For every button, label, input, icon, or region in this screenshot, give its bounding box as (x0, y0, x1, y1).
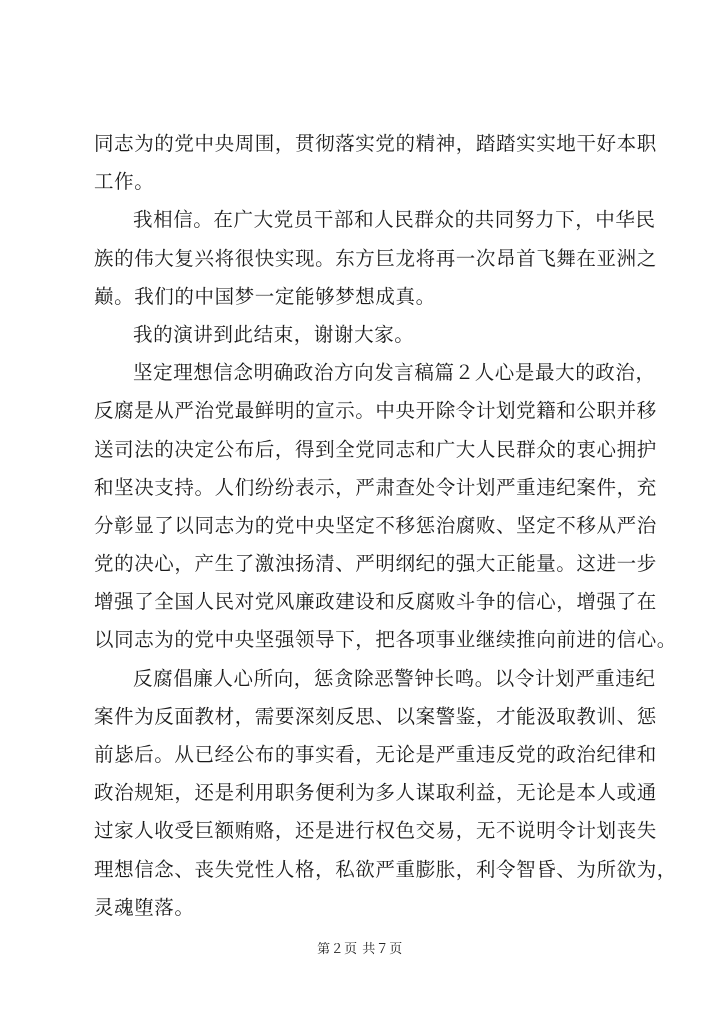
text-line: 增强了全国人民对党风廉政建设和反腐败斗争的信心，增强了在 (94, 590, 657, 614)
text-line: 我相信。在广大党员干部和人民群众的共同努力下，中华民 (133, 208, 656, 232)
text-line: 工作。 (94, 170, 155, 194)
text-line: 理想信念、丧失党性人格，私欲严重膨胀，利令智昏、为所欲为， (94, 857, 677, 881)
text-line: 坚定理想信念明确政治方向发言稿篇２人心是最大的政治， (133, 361, 656, 385)
text-line: 和坚决支持。人们纷纷表示，严肃查处令计划严重违纪案件，充 (94, 475, 657, 499)
text-line: 灵魂堕落。 (94, 895, 195, 919)
body-text (94, 125, 677, 927)
text-line: 过家人收受巨额贿赂，还是进行权色交易，无不说明令计划丧失 (94, 819, 657, 843)
text-line: 分彰显了以同志为的党中央坚定不移惩治腐败、坚定不移从严治 (94, 513, 657, 537)
text-line: 政治规矩，还是利用职务便利为多人谋取利益，无论是本人或通 (94, 781, 657, 805)
text-line: 同志为的党中央周围，贯彻落实党的精神，踏踏实实地干好本职 (94, 132, 657, 155)
page-number-footer: 第２页 共７页 (317, 942, 403, 957)
text-line: 族的伟大复兴将很快实现。东方巨龙将再一次昂首飞舞在亚洲之 (94, 246, 657, 270)
text-line: 我的演讲到此结束，谢谢大家。 (133, 322, 415, 346)
text-line: 反腐是从严治党最鲜明的宣示。中央开除令计划党籍和公职并移 (94, 399, 657, 423)
text-line: 党的决心，产生了激浊扬清、严明纲纪的强大正能量。这进一步 (94, 552, 657, 576)
text-line: 案件为反面教材，需要深刻反思、以案警鉴，才能汲取教训、惩 (94, 704, 657, 728)
text-line: 巅。我们的中国梦一定能够梦想成真。 (94, 284, 436, 308)
text-line: 送司法的决定公布后，得到全党同志和广大人民群众的衷心拥护 (94, 437, 657, 461)
text-line: 反腐倡廉人心所向，惩贪除恶警钟长鸣。以令计划严重违纪 (133, 666, 656, 690)
text-line: 前毖后。从已经公布的事实看，无论是严重违反党的政治纪律和 (94, 743, 657, 766)
text-line: 以同志为的党中央坚强领导下，把各项事业继续推向前进的信心。 (94, 628, 677, 652)
